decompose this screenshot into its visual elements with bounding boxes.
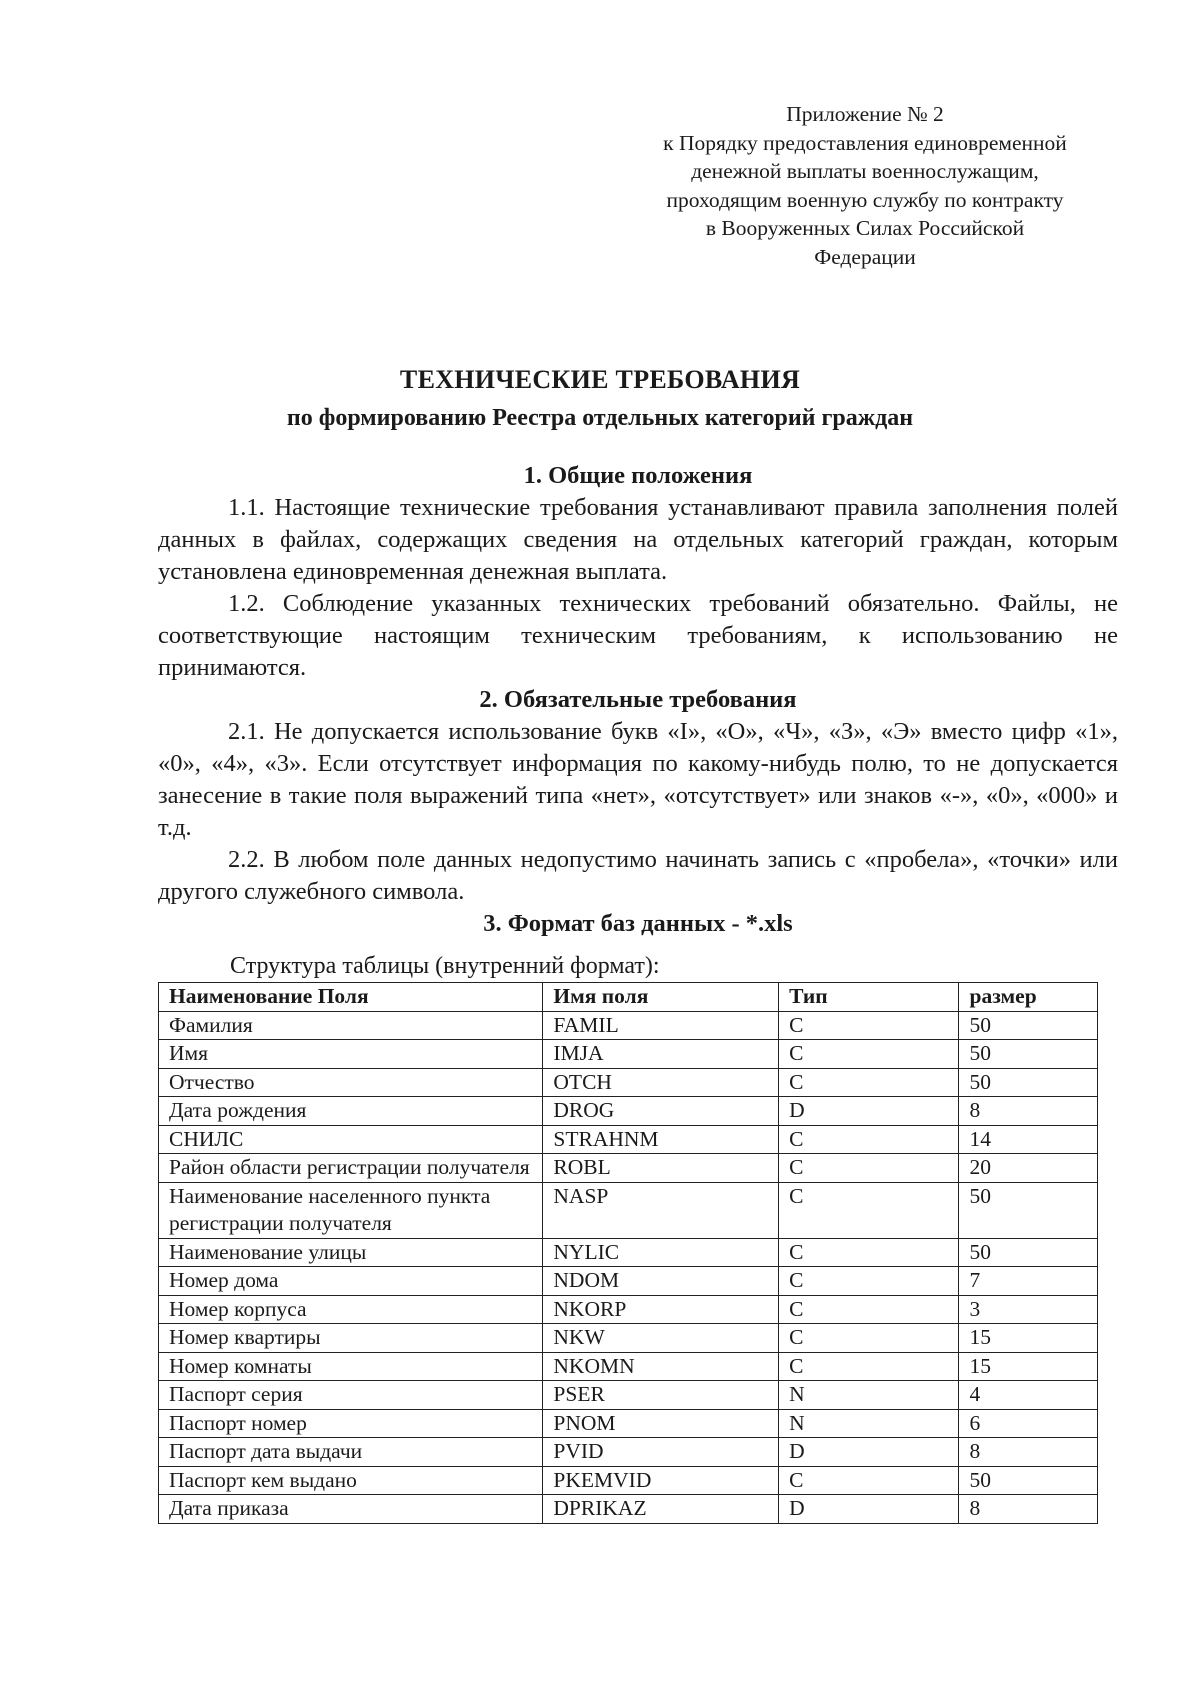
section-heading-1: 1. Общие положения	[523, 462, 753, 489]
cell-field-id: NYLIC	[543, 1238, 779, 1267]
table-row	[159, 1182, 1098, 1238]
cell-field-id: STRAHNM	[543, 1125, 779, 1154]
cell-field-id: OTCH	[543, 1068, 779, 1097]
cell-field-id: NASP	[543, 1182, 779, 1238]
appendix-line: денежной выплаты военнослужащим,	[691, 159, 1039, 183]
cell-field-id: ROBL	[543, 1154, 779, 1183]
cell-size: 15	[959, 1352, 1098, 1381]
table-row	[159, 1324, 1098, 1353]
table-body	[159, 1011, 1098, 1523]
section-heading-2: 2. Обязательные требования	[479, 686, 797, 713]
cell-type: C	[779, 1040, 959, 1069]
cell-size: 7	[959, 1267, 1098, 1296]
appendix-line: к Порядку предоставления единовременной	[663, 130, 1067, 155]
cell-field-name: Номер комнаты	[159, 1352, 543, 1381]
cell-field-id: DROG	[543, 1097, 779, 1126]
cell-size: 8	[959, 1438, 1098, 1467]
cell-field-id: PNOM	[543, 1409, 779, 1438]
document-subtitle: по формированию Реестра отдельных категорий граждан	[286, 405, 914, 431]
cell-size: 50	[959, 1040, 1098, 1069]
table-row	[159, 1068, 1098, 1097]
header-field-id: Имя поля	[543, 983, 779, 1012]
cell-type: C	[779, 1182, 959, 1238]
table-row	[159, 1097, 1098, 1126]
table-row	[159, 1381, 1098, 1410]
table-row	[159, 1466, 1098, 1495]
cell-type: C	[779, 1125, 959, 1154]
cell-type: C	[779, 1295, 959, 1324]
cell-type: N	[779, 1409, 959, 1438]
cell-size: 50	[959, 1238, 1098, 1267]
cell-type: C	[779, 1267, 959, 1296]
table-row	[159, 1267, 1098, 1296]
cell-type: C	[779, 1154, 959, 1183]
header-size: размер	[959, 983, 1098, 1012]
table-row	[159, 1295, 1098, 1324]
table-row	[159, 1495, 1098, 1524]
cell-field-id: DPRIKAZ	[543, 1495, 779, 1524]
cell-size: 8	[959, 1097, 1098, 1126]
cell-type: C	[779, 1466, 959, 1495]
cell-type: C	[779, 1238, 959, 1267]
cell-field-name: Имя	[159, 1040, 543, 1069]
cell-field-name: Наименование населенного пункта регистрации получателя	[159, 1182, 543, 1238]
paragraph-1-1: 1.1. Настоящие технические требования устанавливают правила заполнения полей данных в файлах, содержащих сведения на отдельных категорий граждан, которым установлена единовременная денежная выплата.	[158, 494, 1118, 585]
cell-field-name: Номер дома	[159, 1267, 543, 1296]
cell-field-id: NDOM	[543, 1267, 779, 1296]
cell-size: 4	[959, 1381, 1098, 1410]
appendix-line: Приложение № 2	[786, 102, 944, 126]
table-row	[159, 1011, 1098, 1040]
table-row	[159, 1040, 1098, 1069]
section-heading-3: 3. Формат баз данных - *.xls	[483, 910, 793, 937]
cell-size: 6	[959, 1409, 1098, 1438]
cell-field-name: Дата рождения	[159, 1097, 543, 1126]
table-intro: Структура таблицы (внутренний формат):	[230, 953, 660, 979]
header-field-name: Наименование Поля	[159, 983, 543, 1012]
appendix-line: проходящим военную службу по контракту	[666, 187, 1064, 212]
paragraph-2-2: 2.2. В любом поле данных недопустимо начинать запись с «пробела», «точки» или другого служебного символа.	[158, 846, 1118, 905]
cell-field-name: Номер квартиры	[159, 1324, 543, 1353]
cell-type: D	[779, 1097, 959, 1126]
cell-field-id: NKW	[543, 1324, 779, 1353]
appendix-line: Федерации	[814, 244, 916, 269]
table-row	[159, 1154, 1098, 1183]
document-body	[158, 460, 1118, 940]
header-type: Тип	[779, 983, 959, 1012]
cell-size: 50	[959, 1068, 1098, 1097]
paragraph-1-2: 1.2. Соблюдение указанных технических требований обязательно. Файлы, не соответствующие настоящим техническим требованиям, к использованию не принимаются.	[158, 590, 1118, 681]
cell-field-name: Паспорт серия	[159, 1381, 543, 1410]
cell-size: 15	[959, 1324, 1098, 1353]
cell-field-id: PKEMVID	[543, 1466, 779, 1495]
fields-table	[158, 982, 1098, 1524]
cell-field-id: PSER	[543, 1381, 779, 1410]
appendix-header	[630, 100, 1100, 271]
cell-size: 20	[959, 1154, 1098, 1183]
cell-field-name: Отчество	[159, 1068, 543, 1097]
cell-field-name: СНИЛС	[159, 1125, 543, 1154]
appendix-line: в Вооруженных Силах Российской	[705, 216, 1025, 240]
cell-field-id: NKORP	[543, 1295, 779, 1324]
cell-type: C	[779, 1068, 959, 1097]
cell-type: C	[779, 1352, 959, 1381]
cell-size: 8	[959, 1495, 1098, 1524]
document-title: ТЕХНИЧЕСКИЕ ТРЕБОВАНИЯ	[399, 365, 801, 394]
cell-size: 14	[959, 1125, 1098, 1154]
cell-field-name: Номер корпуса	[159, 1295, 543, 1324]
cell-size: 50	[959, 1182, 1098, 1238]
table-row	[159, 1352, 1098, 1381]
cell-field-name: Район области регистрации получателя	[159, 1154, 543, 1183]
cell-type: D	[779, 1495, 959, 1524]
cell-field-id: IMJA	[543, 1040, 779, 1069]
cell-field-name: Паспорт номер	[159, 1409, 543, 1438]
cell-field-id: PVID	[543, 1438, 779, 1467]
cell-size: 50	[959, 1466, 1098, 1495]
cell-size: 50	[959, 1011, 1098, 1040]
cell-field-id: FAMIL	[543, 1011, 779, 1040]
table-row	[159, 1238, 1098, 1267]
cell-size: 3	[959, 1295, 1098, 1324]
cell-field-id: NKOMN	[543, 1352, 779, 1381]
cell-type: C	[779, 1011, 959, 1040]
cell-type: N	[779, 1381, 959, 1410]
cell-field-name: Фамилия	[159, 1011, 543, 1040]
paragraph-2-1: 2.1. Не допускается использование букв «I», «О», «Ч», «З», «Э» вместо цифр «1», «0», «4», «3». Если отсутствует информация по какому-нибудь полю, то не допускается занесение в такие поля выражений типа «нет», «отсутствует» или знаков «-», «0», «000» и т.д.	[158, 718, 1118, 841]
cell-type: D	[779, 1438, 959, 1467]
table-header-row	[159, 983, 1098, 1012]
cell-type: C	[779, 1324, 959, 1353]
table-row	[159, 1438, 1098, 1467]
table-row	[159, 1409, 1098, 1438]
cell-field-name: Дата приказа	[159, 1495, 543, 1524]
cell-field-name: Наименование улицы	[159, 1238, 543, 1267]
cell-field-name: Паспорт кем выдано	[159, 1466, 543, 1495]
table-row	[159, 1125, 1098, 1154]
cell-field-name: Паспорт дата выдачи	[159, 1438, 543, 1467]
